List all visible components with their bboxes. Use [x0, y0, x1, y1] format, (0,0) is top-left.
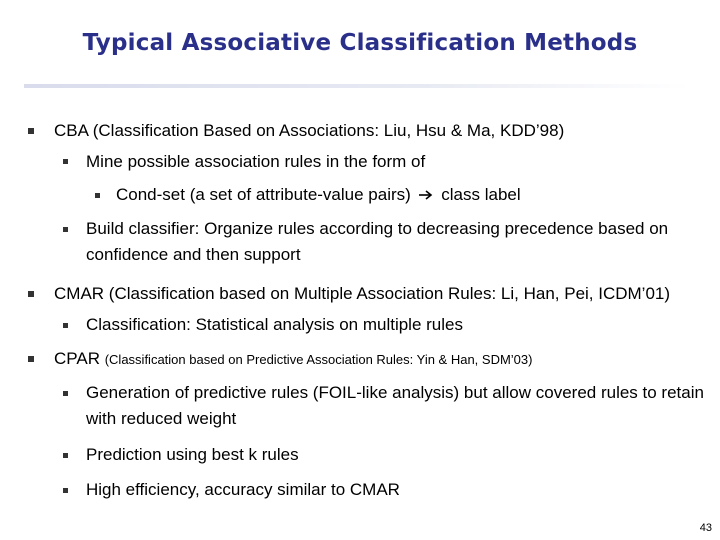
bullet-marker: [63, 227, 68, 232]
class-label-text: class label: [441, 185, 521, 204]
bullet-marker: [28, 128, 34, 134]
bullet-cpar-prediction: Prediction using best k rules: [86, 445, 299, 464]
bullet-cba-build: Build classifier: Organize rules according to decreasing precedence based on confidence and then support: [86, 219, 669, 264]
bullet-cba-mine: Mine possible association rules in the form of: [86, 152, 426, 171]
title-underline: [24, 84, 690, 88]
bullet-marker: [28, 291, 34, 297]
bullet-cba: CBA (Classification Based on Associations: Liu, Hsu & Ma, KDD’98): [54, 121, 565, 140]
bullet-marker: [63, 323, 68, 328]
bullet-marker: [63, 159, 68, 164]
bullet-cmar-classification: Classification: Statistical analysis on multiple rules: [86, 315, 463, 334]
right-arrow-icon: [419, 182, 434, 208]
bullet-cpar-generation: Generation of predictive rules (FOIL-like analysis) but allow covered rules to retain with reduced weight: [86, 383, 704, 428]
cpar-description: (Classification based on Predictive Association Rules: Yin & Han, SDM’03): [104, 352, 533, 367]
bullet-cpar-efficiency: High efficiency, accuracy similar to CMAR: [86, 480, 400, 499]
bullet-cmar: CMAR (Classification based on Multiple Association Rules: Li, Han, Pei, ICDM’01): [54, 284, 671, 303]
page-number: 43: [699, 522, 712, 534]
bullet-marker: [63, 453, 68, 458]
cpar-label: CPAR: [54, 349, 100, 368]
bullet-marker: [28, 356, 34, 362]
bullet-marker: [63, 488, 68, 493]
condset-text: Cond-set (a set of attribute-value pairs): [116, 185, 411, 204]
bullet-marker: [63, 391, 68, 396]
bullet-cpar: [54, 346, 532, 373]
bullet-marker: [95, 193, 100, 198]
bullet-cba-condset: [116, 182, 521, 208]
slide-title: Typical Associative Classification Methods: [82, 30, 638, 56]
